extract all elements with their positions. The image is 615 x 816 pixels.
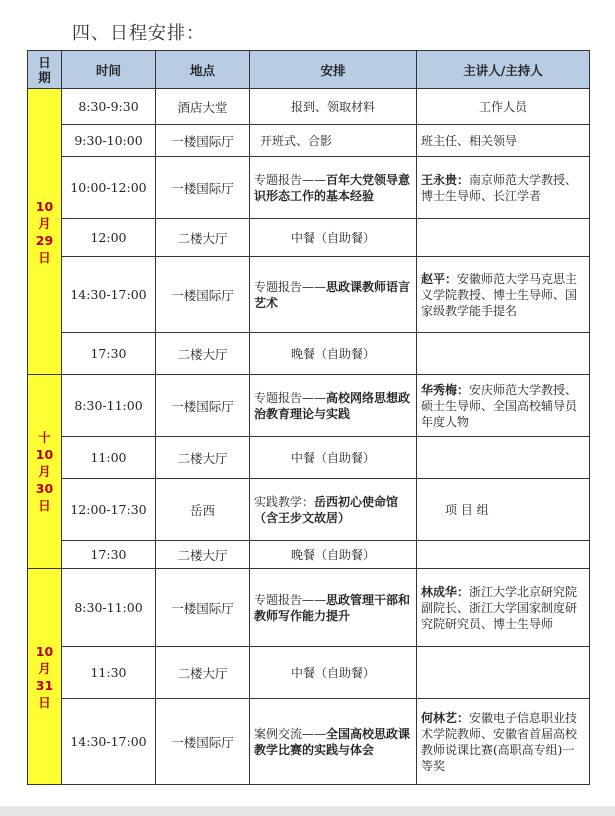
speaker-cell: 王永贵：南京师范大学教授、博士生导师、长江学者	[417, 157, 590, 219]
speaker-cell: 何林艺：安徽电子信息职业技术学院教师、安徽省首届高校教师说课比赛(高职高专组)一等奖	[417, 699, 590, 785]
speaker-cell	[417, 333, 590, 375]
table-row	[28, 647, 590, 699]
activity-cell: 晚餐（自助餐）	[250, 333, 417, 375]
time-cell: 17:30	[62, 541, 156, 569]
table-row	[28, 437, 590, 479]
venue-cell: 一楼国际厅	[156, 157, 250, 219]
time-cell: 10:00-12:00	[62, 157, 156, 219]
speaker-cell	[417, 219, 590, 257]
time-cell: 12:00	[62, 219, 156, 257]
activity-cell: 专题报告——思政管理干部和教师写作能力提升	[250, 569, 417, 647]
activity-cell: 实践教学：岳西初心使命馆（含王步文故居）	[250, 479, 417, 541]
page-bottom-margin	[0, 806, 615, 816]
speaker-cell: 项 目 组	[417, 479, 590, 541]
activity-cell: 中餐（自助餐）	[250, 437, 417, 479]
speaker-cell	[417, 647, 590, 699]
venue-cell: 一楼国际厅	[156, 699, 250, 785]
time-cell: 8:30-11:00	[62, 569, 156, 647]
activity-cell: 报到、领取材料	[250, 89, 417, 125]
speaker-cell	[417, 437, 590, 479]
header-row	[28, 51, 590, 89]
table-row	[28, 699, 590, 785]
activity-cell: 中餐（自助餐）	[250, 647, 417, 699]
header-speaker: 主讲人/主持人	[417, 51, 590, 89]
time-cell: 17:30	[62, 333, 156, 375]
time-cell: 8:30-9:30	[62, 89, 156, 125]
venue-cell: 二楼大厅	[156, 647, 250, 699]
time-cell: 14:30-17:00	[62, 699, 156, 785]
venue-cell: 二楼大厅	[156, 437, 250, 479]
venue-cell: 二楼大厅	[156, 541, 250, 569]
activity-cell: 专题报告——高校网络思想政治教育理论与实践	[250, 375, 417, 437]
activity-cell: 中餐（自助餐）	[250, 219, 417, 257]
header-venue: 地点	[156, 51, 250, 89]
time-cell: 14:30-17:00	[62, 257, 156, 333]
venue-cell: 一楼国际厅	[156, 569, 250, 647]
venue-cell: 一楼国际厅	[156, 125, 250, 157]
table-row	[28, 157, 590, 219]
table-row	[28, 541, 590, 569]
speaker-cell: 林成华：浙江大学北京研究院副院长、浙江大学国家制度研究院研究员、博士生导师	[417, 569, 590, 647]
day-label: 10 月 29 日	[28, 89, 62, 375]
activity-cell: 专题报告——百年大党领导意识形态工作的基本经验	[250, 157, 417, 219]
speaker-cell: 工作人员	[417, 89, 590, 125]
speaker-cell: 华秀梅：安庆师范大学教授、硕士生导师、全国高校辅导员年度人物	[417, 375, 590, 437]
venue-cell: 二楼大厅	[156, 333, 250, 375]
table-row	[28, 219, 590, 257]
activity-cell: 案例交流——全国高校思政课教学比赛的实践与体会	[250, 699, 417, 785]
venue-cell: 岳西	[156, 479, 250, 541]
table-row	[28, 569, 590, 647]
venue-cell: 一楼国际厅	[156, 257, 250, 333]
table-row	[28, 89, 590, 125]
header-time: 时间	[62, 51, 156, 89]
table-row	[28, 257, 590, 333]
table-row	[28, 125, 590, 157]
time-cell: 9:30-10:00	[62, 125, 156, 157]
table-row	[28, 479, 590, 541]
venue-cell: 二楼大厅	[156, 219, 250, 257]
venue-cell: 一楼国际厅	[156, 375, 250, 437]
day-label: 十 10 月 30 日	[28, 375, 62, 569]
activity-cell: 晚餐（自助餐）	[250, 541, 417, 569]
speaker-cell: 班主任、相关领导	[417, 125, 590, 157]
section-heading: 四、日程安排：	[72, 23, 205, 44]
time-cell: 11:00	[62, 437, 156, 479]
activity-cell: 专题报告——思政课教师语言艺术	[250, 257, 417, 333]
speaker-cell: 赵平：安徽师范大学马克思主义学院教授、博士生导师、国家级教学能手提名	[417, 257, 590, 333]
day-label: 10 月 31 日	[28, 569, 62, 785]
venue-cell: 酒店大堂	[156, 89, 250, 125]
table-row	[28, 333, 590, 375]
time-cell: 11:30	[62, 647, 156, 699]
speaker-cell	[417, 541, 590, 569]
header-activity: 安排	[250, 51, 417, 89]
table-row	[28, 375, 590, 437]
time-cell: 12:00-17:30	[62, 479, 156, 541]
activity-cell: 开班式、合影	[250, 125, 417, 157]
header-date: 日 期	[28, 51, 62, 89]
schedule-table	[27, 50, 590, 785]
time-cell: 8:30-11:00	[62, 375, 156, 437]
